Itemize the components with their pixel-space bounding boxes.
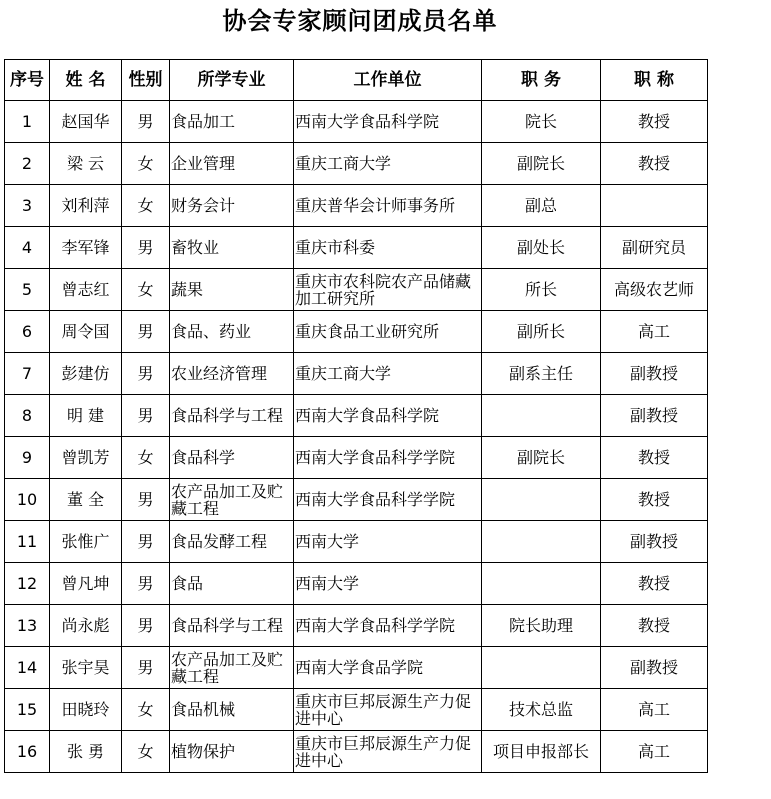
- cell-employer: 西南大学食品科学院: [294, 395, 482, 437]
- cell-title: 高工: [601, 731, 708, 773]
- cell-gender: 男: [122, 521, 170, 563]
- cell-employer: 重庆工商大学: [294, 353, 482, 395]
- cell-employer: 西南大学食品科学学院: [294, 479, 482, 521]
- cell-gender: 男: [122, 395, 170, 437]
- cell-name: 曾凡坤: [50, 563, 122, 605]
- cell-title: 教授: [601, 143, 708, 185]
- cell-gender: 女: [122, 143, 170, 185]
- cell-position: [482, 647, 601, 689]
- cell-gender: 男: [122, 353, 170, 395]
- cell-position: 副系主任: [482, 353, 601, 395]
- cell-gender: 女: [122, 689, 170, 731]
- cell-position: 副所长: [482, 311, 601, 353]
- cell-employer: 西南大学: [294, 521, 482, 563]
- cell-name: 李军锋: [50, 227, 122, 269]
- cell-major: 植物保护: [170, 731, 294, 773]
- cell-employer: 西南大学食品科学学院: [294, 605, 482, 647]
- table-row: [5, 143, 708, 185]
- cell-index: 12: [5, 563, 50, 605]
- cell-employer: 西南大学食品科学学院: [294, 437, 482, 479]
- cell-major: 企业管理: [170, 143, 294, 185]
- cell-name: 张宇昊: [50, 647, 122, 689]
- cell-index: 7: [5, 353, 50, 395]
- cell-major: 食品科学与工程: [170, 605, 294, 647]
- cell-title: 教授: [601, 437, 708, 479]
- cell-position: 副院长: [482, 437, 601, 479]
- table-row: [5, 101, 708, 143]
- cell-position: 院长: [482, 101, 601, 143]
- cell-employer: 重庆普华会计师事务所: [294, 185, 482, 227]
- cell-index: 10: [5, 479, 50, 521]
- cell-name: 董 全: [50, 479, 122, 521]
- col-header-index: 序号: [5, 60, 50, 101]
- cell-gender: 男: [122, 227, 170, 269]
- cell-title: 高级农艺师: [601, 269, 708, 311]
- cell-position: [482, 563, 601, 605]
- cell-gender: 男: [122, 647, 170, 689]
- table-row: [5, 185, 708, 227]
- cell-gender: 男: [122, 479, 170, 521]
- cell-gender: 男: [122, 311, 170, 353]
- cell-title: 副教授: [601, 395, 708, 437]
- cell-index: 6: [5, 311, 50, 353]
- cell-major: 财务会计: [170, 185, 294, 227]
- page-title: 协会专家顾问团成员名单: [222, 7, 498, 35]
- cell-employer: 重庆市农科院农产品储藏加工研究所: [294, 269, 482, 311]
- cell-major: 畜牧业: [170, 227, 294, 269]
- cell-index: 16: [5, 731, 50, 773]
- cell-position: 院长助理: [482, 605, 601, 647]
- cell-major: 食品、药业: [170, 311, 294, 353]
- cell-position: 副处长: [482, 227, 601, 269]
- cell-index: 1: [5, 101, 50, 143]
- cell-title: 教授: [601, 479, 708, 521]
- cell-index: 5: [5, 269, 50, 311]
- cell-index: 2: [5, 143, 50, 185]
- cell-major: 食品科学与工程: [170, 395, 294, 437]
- col-header-position: 职 务: [482, 60, 601, 101]
- members-table: [4, 59, 708, 773]
- cell-title: 副教授: [601, 521, 708, 563]
- cell-title: 高工: [601, 689, 708, 731]
- cell-title: [601, 185, 708, 227]
- col-header-gender: 性别: [122, 60, 170, 101]
- cell-position: [482, 479, 601, 521]
- cell-name: 张 勇: [50, 731, 122, 773]
- cell-employer: 重庆市巨邦辰源生产力促进中心: [294, 731, 482, 773]
- cell-major: 食品科学: [170, 437, 294, 479]
- col-header-employer: 工作单位: [294, 60, 482, 101]
- cell-gender: 男: [122, 605, 170, 647]
- cell-title: 副教授: [601, 647, 708, 689]
- cell-index: 3: [5, 185, 50, 227]
- cell-name: 梁 云: [50, 143, 122, 185]
- cell-major: 食品: [170, 563, 294, 605]
- col-header-title: 职 称: [601, 60, 708, 101]
- table-row: [5, 605, 708, 647]
- cell-position: 技术总监: [482, 689, 601, 731]
- cell-title: 教授: [601, 605, 708, 647]
- cell-title: 副研究员: [601, 227, 708, 269]
- cell-position: 副院长: [482, 143, 601, 185]
- cell-name: 曾志红: [50, 269, 122, 311]
- table-row: [5, 227, 708, 269]
- cell-name: 刘利萍: [50, 185, 122, 227]
- cell-title: 高工: [601, 311, 708, 353]
- cell-title: 副教授: [601, 353, 708, 395]
- table-row: [5, 311, 708, 353]
- cell-major: 农产品加工及贮藏工程: [170, 479, 294, 521]
- cell-gender: 男: [122, 563, 170, 605]
- cell-major: 食品机械: [170, 689, 294, 731]
- cell-name: 张惟广: [50, 521, 122, 563]
- table-row: [5, 563, 708, 605]
- cell-employer: 重庆市科委: [294, 227, 482, 269]
- cell-index: 15: [5, 689, 50, 731]
- cell-name: 田晓玲: [50, 689, 122, 731]
- table-row: [5, 269, 708, 311]
- table-row: [5, 731, 708, 773]
- cell-index: 11: [5, 521, 50, 563]
- cell-employer: 重庆工商大学: [294, 143, 482, 185]
- cell-employer: 重庆市巨邦辰源生产力促进中心: [294, 689, 482, 731]
- table-row: [5, 647, 708, 689]
- cell-index: 14: [5, 647, 50, 689]
- table-row: [5, 395, 708, 437]
- cell-position: [482, 521, 601, 563]
- cell-index: 8: [5, 395, 50, 437]
- cell-gender: 女: [122, 731, 170, 773]
- cell-name: 曾凯芳: [50, 437, 122, 479]
- table-header-row: [5, 60, 708, 101]
- cell-gender: 男: [122, 101, 170, 143]
- cell-employer: 西南大学食品学院: [294, 647, 482, 689]
- cell-name: 彭建仿: [50, 353, 122, 395]
- cell-name: 明 建: [50, 395, 122, 437]
- cell-major: 农业经济管理: [170, 353, 294, 395]
- cell-title: 教授: [601, 563, 708, 605]
- cell-gender: 女: [122, 437, 170, 479]
- cell-position: [482, 395, 601, 437]
- col-header-major: 所学专业: [170, 60, 294, 101]
- table-row: [5, 437, 708, 479]
- table-row: [5, 521, 708, 563]
- table-row: [5, 689, 708, 731]
- cell-employer: 西南大学食品科学院: [294, 101, 482, 143]
- cell-major: 食品加工: [170, 101, 294, 143]
- cell-position: 项目申报部长: [482, 731, 601, 773]
- cell-index: 13: [5, 605, 50, 647]
- col-header-name: 姓 名: [50, 60, 122, 101]
- cell-major: 食品发酵工程: [170, 521, 294, 563]
- cell-position: 副总: [482, 185, 601, 227]
- cell-employer: 西南大学: [294, 563, 482, 605]
- cell-employer: 重庆食品工业研究所: [294, 311, 482, 353]
- cell-name: 尚永彪: [50, 605, 122, 647]
- cell-gender: 女: [122, 269, 170, 311]
- cell-index: 9: [5, 437, 50, 479]
- table-row: [5, 479, 708, 521]
- cell-major: 蔬果: [170, 269, 294, 311]
- cell-title: 教授: [601, 101, 708, 143]
- cell-index: 4: [5, 227, 50, 269]
- cell-major: 农产品加工及贮藏工程: [170, 647, 294, 689]
- table-row: [5, 353, 708, 395]
- cell-position: 所长: [482, 269, 601, 311]
- cell-gender: 女: [122, 185, 170, 227]
- cell-name: 赵国华: [50, 101, 122, 143]
- cell-name: 周令国: [50, 311, 122, 353]
